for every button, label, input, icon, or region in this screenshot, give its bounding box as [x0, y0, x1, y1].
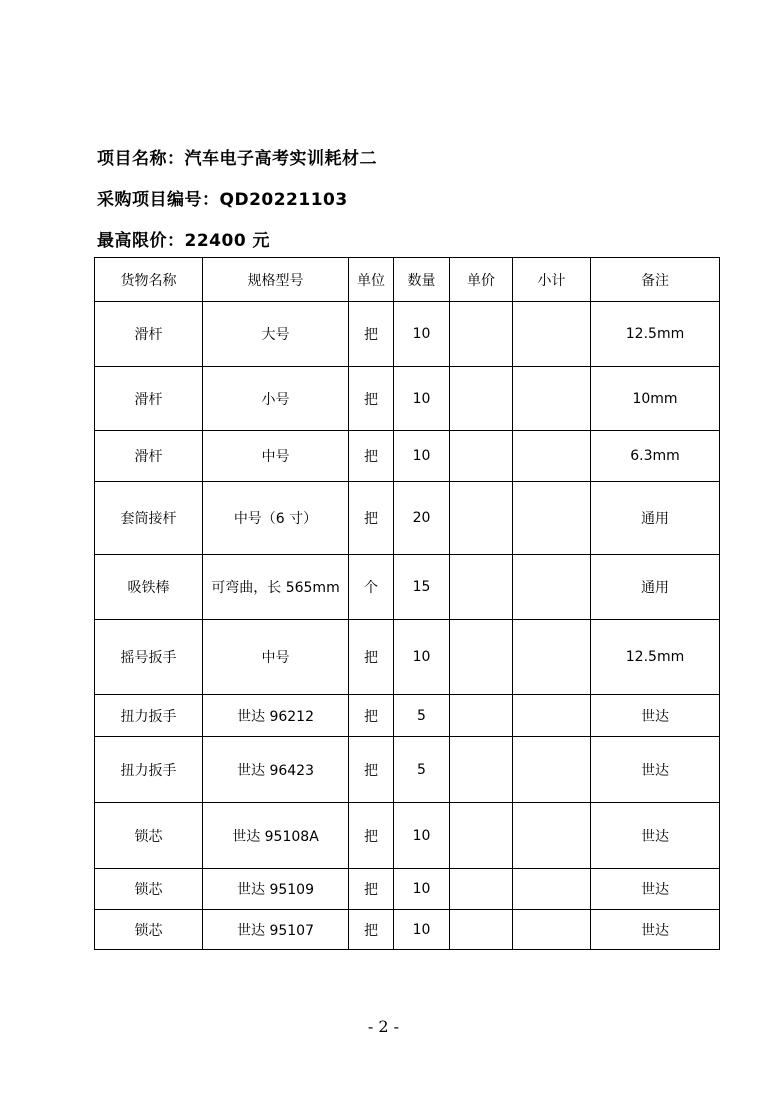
cell-subtotal — [513, 803, 591, 869]
table-row — [95, 482, 720, 555]
cell-subtotal — [513, 620, 591, 695]
table-row — [95, 695, 720, 737]
cell-spec: 世达 95107 — [203, 910, 349, 950]
cell-unit: 把 — [349, 803, 394, 869]
cell-remarks: 世达 — [591, 737, 720, 803]
table-row — [95, 555, 720, 620]
cell-name: 滑杆 — [95, 302, 203, 367]
cell-name: 锁芯 — [95, 910, 203, 950]
cell-unit-price — [450, 803, 513, 869]
goods-table — [94, 257, 720, 950]
cell-spec: 世达 95108A — [203, 803, 349, 869]
cell-remarks: 世达 — [591, 695, 720, 737]
cell-unit: 把 — [349, 910, 394, 950]
cell-subtotal — [513, 695, 591, 737]
table-row — [95, 803, 720, 869]
cell-unit-price — [450, 620, 513, 695]
cell-quantity: 10 — [394, 431, 450, 482]
cell-unit: 把 — [349, 367, 394, 431]
cell-remarks: 世达 — [591, 910, 720, 950]
table-row — [95, 431, 720, 482]
cell-spec: 世达 95109 — [203, 869, 349, 910]
cell-remarks: 10mm — [591, 367, 720, 431]
cell-subtotal — [513, 431, 591, 482]
cell-quantity: 10 — [394, 302, 450, 367]
cell-quantity: 15 — [394, 555, 450, 620]
cell-remarks: 通用 — [591, 482, 720, 555]
column-header-spec: 规格型号 — [203, 258, 349, 302]
project-name: 项目名称：汽车电子高考实训耗材二 — [97, 149, 377, 169]
cell-unit-price — [450, 737, 513, 803]
cell-unit-price — [450, 695, 513, 737]
table-row — [95, 302, 720, 367]
page-number: - 2 - — [367, 1017, 400, 1036]
max-price: 最高限价：22400 元 — [97, 231, 271, 251]
cell-name: 滑杆 — [95, 367, 203, 431]
cell-remarks: 通用 — [591, 555, 720, 620]
cell-spec: 小号 — [203, 367, 349, 431]
cell-subtotal — [513, 302, 591, 367]
column-header-unit: 单位 — [349, 258, 394, 302]
cell-unit-price — [450, 431, 513, 482]
cell-unit: 把 — [349, 302, 394, 367]
cell-quantity: 10 — [394, 910, 450, 950]
column-header-remarks: 备注 — [591, 258, 720, 302]
cell-spec: 中号（6 寸） — [203, 482, 349, 555]
cell-quantity: 10 — [394, 620, 450, 695]
cell-unit-price — [450, 910, 513, 950]
column-header-quantity: 数量 — [394, 258, 450, 302]
column-header-name: 货物名称 — [95, 258, 203, 302]
cell-subtotal — [513, 910, 591, 950]
cell-unit: 把 — [349, 695, 394, 737]
table-row — [95, 737, 720, 803]
project-number: 采购项目编号：QD20221103 — [97, 190, 348, 210]
cell-subtotal — [513, 482, 591, 555]
cell-spec: 中号 — [203, 431, 349, 482]
cell-unit: 把 — [349, 869, 394, 910]
cell-quantity: 5 — [394, 695, 450, 737]
cell-name: 滑杆 — [95, 431, 203, 482]
cell-subtotal — [513, 555, 591, 620]
column-header-unit-price: 单价 — [450, 258, 513, 302]
cell-unit: 把 — [349, 431, 394, 482]
cell-name: 摇号扳手 — [95, 620, 203, 695]
column-header-subtotal: 小计 — [513, 258, 591, 302]
cell-remarks: 6.3mm — [591, 431, 720, 482]
cell-quantity: 20 — [394, 482, 450, 555]
cell-quantity: 10 — [394, 869, 450, 910]
cell-subtotal — [513, 737, 591, 803]
cell-quantity: 5 — [394, 737, 450, 803]
table-row — [95, 367, 720, 431]
cell-spec: 世达 96212 — [203, 695, 349, 737]
cell-quantity: 10 — [394, 803, 450, 869]
cell-remarks: 12.5mm — [591, 620, 720, 695]
cell-unit: 把 — [349, 482, 394, 555]
cell-name: 扭力扳手 — [95, 737, 203, 803]
table-row — [95, 869, 720, 910]
cell-remarks: 世达 — [591, 869, 720, 910]
table-row — [95, 620, 720, 695]
cell-spec: 大号 — [203, 302, 349, 367]
cell-name: 套筒接杆 — [95, 482, 203, 555]
cell-name: 扭力扳手 — [95, 695, 203, 737]
cell-remarks: 12.5mm — [591, 302, 720, 367]
cell-subtotal — [513, 869, 591, 910]
cell-unit: 把 — [349, 620, 394, 695]
cell-unit-price — [450, 482, 513, 555]
cell-remarks: 世达 — [591, 803, 720, 869]
cell-unit-price — [450, 869, 513, 910]
table-header-row — [95, 258, 720, 302]
cell-unit-price — [450, 555, 513, 620]
cell-spec: 可弯曲，长 565mm — [203, 555, 349, 620]
cell-spec: 中号 — [203, 620, 349, 695]
cell-unit: 个 — [349, 555, 394, 620]
cell-unit-price — [450, 367, 513, 431]
cell-unit: 把 — [349, 737, 394, 803]
cell-spec: 世达 96423 — [203, 737, 349, 803]
table-row — [95, 910, 720, 950]
cell-name: 锁芯 — [95, 803, 203, 869]
cell-unit-price — [450, 302, 513, 367]
cell-quantity: 10 — [394, 367, 450, 431]
cell-name: 吸铁棒 — [95, 555, 203, 620]
cell-name: 锁芯 — [95, 869, 203, 910]
cell-subtotal — [513, 367, 591, 431]
